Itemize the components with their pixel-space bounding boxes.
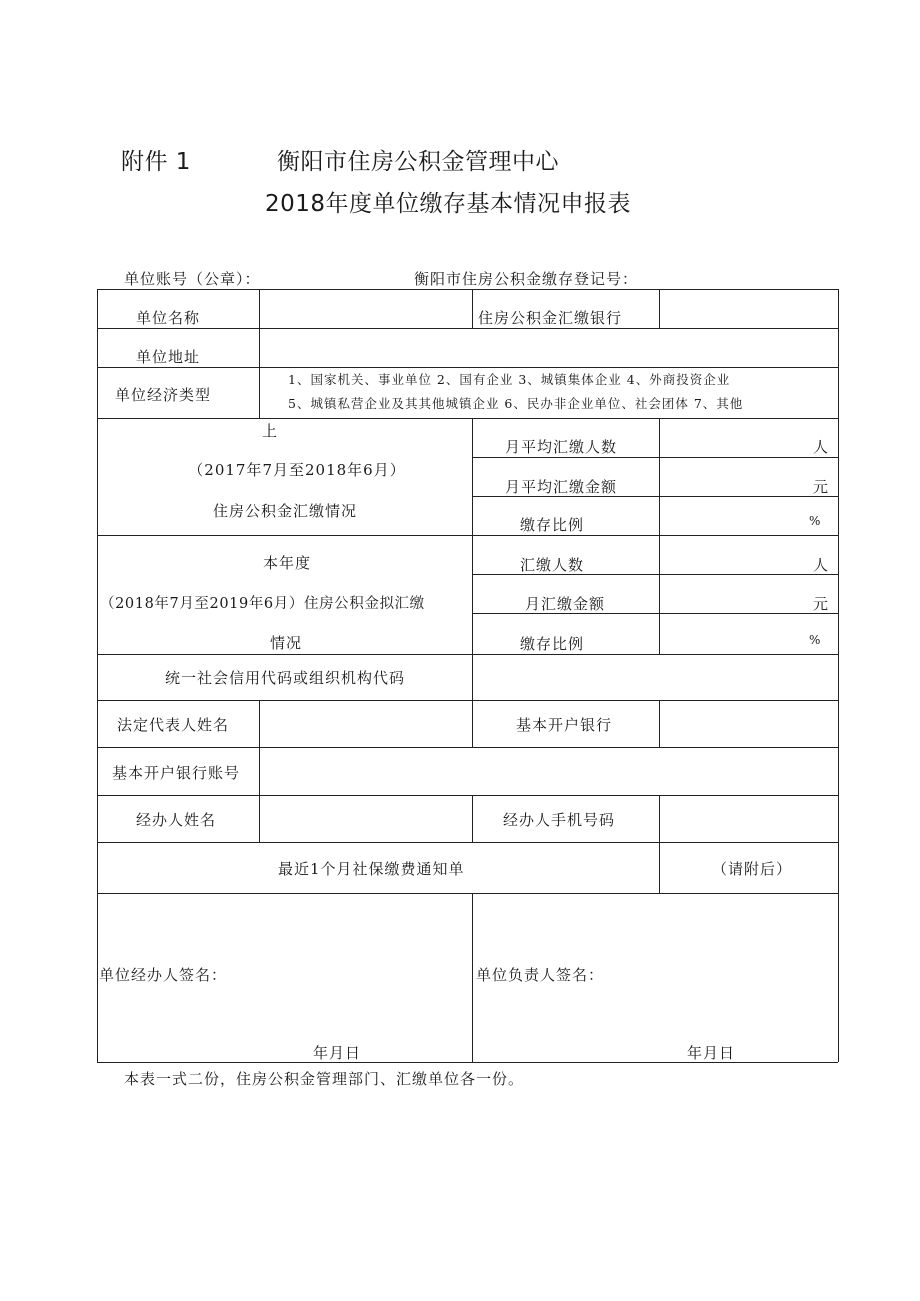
table-rule bbox=[97, 795, 838, 796]
count-field[interactable] bbox=[663, 538, 811, 572]
table-rule bbox=[97, 747, 838, 748]
table-rule bbox=[97, 654, 838, 655]
table-rule bbox=[97, 535, 838, 536]
handler-name-label: 经办人姓名 bbox=[136, 811, 217, 829]
social-notice-label: 最近1个月社保缴费通知单 bbox=[278, 860, 465, 878]
prev-ratio-unit: % bbox=[809, 514, 822, 528]
table-rule bbox=[659, 418, 660, 654]
this-ratio-field[interactable] bbox=[663, 616, 811, 652]
handler-phone-label: 经办人手机号码 bbox=[503, 811, 616, 829]
legal-rep-field[interactable] bbox=[264, 703, 468, 745]
avg-amount-unit: 元 bbox=[813, 478, 830, 496]
attachment-label: 附件 1 bbox=[121, 149, 191, 175]
table-rule bbox=[472, 893, 473, 1062]
basic-bank-account-field[interactable] bbox=[264, 750, 834, 793]
unit-account-label: 单位账号（公章）： bbox=[124, 270, 261, 288]
table-rule bbox=[472, 418, 473, 700]
amount-field[interactable] bbox=[663, 577, 811, 611]
table-rule bbox=[97, 700, 838, 701]
social-notice-note: （请附后） bbox=[712, 860, 793, 878]
basic-bank-label: 基本开户银行 bbox=[516, 716, 613, 734]
report-title: 2018年度单位缴存基本情况申报表 bbox=[265, 191, 632, 217]
table-rule bbox=[472, 457, 838, 458]
table-rule bbox=[97, 289, 98, 1062]
unit-name-label: 单位名称 bbox=[136, 309, 201, 327]
handler-name-field[interactable] bbox=[264, 798, 468, 840]
table-rule bbox=[659, 795, 660, 842]
this-ratio-label: 缴存比例 bbox=[520, 635, 585, 653]
deposit-bank-label: 住房公积金汇缴银行 bbox=[478, 309, 623, 327]
table-rule bbox=[97, 289, 838, 290]
handler-phone-field[interactable] bbox=[663, 798, 834, 840]
leader-signature-label: 单位负责人签名： bbox=[476, 966, 605, 984]
leader-signature-field[interactable] bbox=[478, 990, 834, 1030]
table-rule bbox=[472, 700, 473, 747]
avg-amount-field[interactable] bbox=[663, 460, 811, 494]
handler-signature-date: 年月日 bbox=[313, 1044, 362, 1062]
credit-code-label: 统一社会信用代码或组织机构代码 bbox=[165, 669, 406, 687]
econ-type-options-line2[interactable]: 5、城镇私营企业及其其他城镇企业 6、民办非企业单位、社会团体 7、其他 bbox=[288, 396, 744, 411]
amount-label: 月汇缴金额 bbox=[525, 595, 606, 613]
table-rule bbox=[472, 289, 473, 328]
amount-unit: 元 bbox=[813, 595, 830, 613]
basic-bank-field[interactable] bbox=[663, 703, 834, 745]
footer-note: 本表一式二份，住房公积金管理部门、汇缴单位各一份。 bbox=[124, 1070, 525, 1088]
handler-signature-field[interactable] bbox=[102, 990, 468, 1030]
econ-type-label: 单位经济类型 bbox=[115, 386, 212, 404]
prev-ratio-label: 缴存比例 bbox=[520, 516, 585, 534]
registration-number-label: 衡阳市住房公积金缴存登记号： bbox=[414, 270, 639, 288]
this-year-period: （2018年7月至2019年6月）住房公积金拟汇缴 bbox=[100, 596, 425, 612]
table-rule bbox=[259, 700, 260, 747]
count-label: 汇缴人数 bbox=[520, 556, 585, 574]
credit-code-field[interactable] bbox=[476, 657, 834, 698]
deposit-bank-field[interactable] bbox=[664, 292, 834, 326]
this-ratio-unit: % bbox=[809, 633, 822, 647]
econ-type-options-line1[interactable]: 1、国家机关、事业单位 2、国有企业 3、城镇集体企业 4、外商投资企业 bbox=[288, 372, 731, 387]
prev-year-period: （2017年7月至2018年6月） bbox=[188, 461, 406, 479]
this-year-label: 本年度 bbox=[262, 554, 312, 572]
avg-amount-label: 月平均汇缴金额 bbox=[505, 478, 618, 496]
basic-bank-account-label: 基本开户银行账号 bbox=[112, 764, 241, 782]
handler-signature-label: 单位经办人签名： bbox=[99, 966, 228, 984]
table-rule bbox=[97, 367, 838, 368]
table-rule bbox=[97, 418, 838, 419]
table-rule bbox=[659, 289, 660, 328]
table-rule bbox=[659, 700, 660, 747]
legal-rep-label: 法定代表人姓名 bbox=[117, 716, 230, 734]
avg-count-field[interactable] bbox=[663, 421, 811, 455]
table-rule bbox=[659, 842, 660, 893]
leader-signature-date: 年月日 bbox=[687, 1044, 736, 1062]
table-rule bbox=[838, 289, 839, 1062]
prev-year-label-line1: 上 bbox=[261, 422, 279, 440]
table-rule bbox=[259, 289, 260, 418]
org-title: 衡阳市住房公积金管理中心 bbox=[277, 149, 559, 175]
unit-name-field[interactable] bbox=[264, 292, 468, 326]
table-rule bbox=[97, 842, 838, 843]
count-unit: 人 bbox=[813, 556, 830, 574]
unit-address-field[interactable] bbox=[264, 331, 834, 365]
table-rule bbox=[97, 893, 838, 894]
avg-count-label: 月平均汇缴人数 bbox=[505, 438, 618, 456]
prev-year-label-line3: 住房公积金汇缴情况 bbox=[212, 502, 358, 520]
table-rule bbox=[259, 747, 260, 795]
table-rule bbox=[259, 795, 260, 842]
avg-count-unit: 人 bbox=[813, 438, 830, 456]
unit-address-label: 单位地址 bbox=[136, 348, 201, 366]
prev-ratio-field[interactable] bbox=[663, 499, 811, 533]
table-rule bbox=[472, 795, 473, 842]
this-year-label-line3: 情况 bbox=[269, 634, 303, 652]
table-rule bbox=[97, 328, 838, 329]
